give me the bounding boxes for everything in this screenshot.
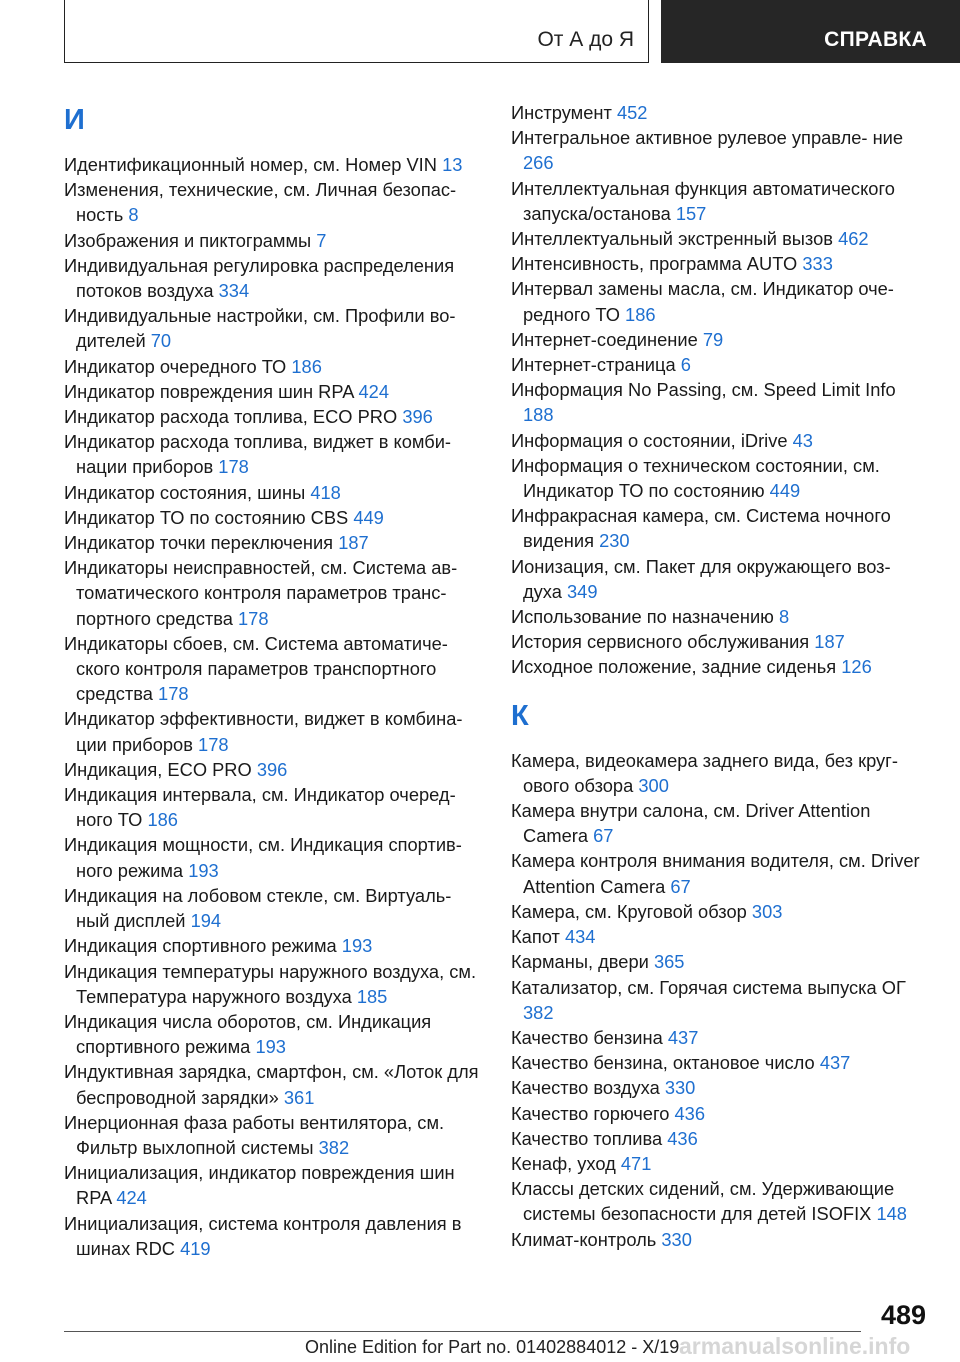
index-entry-page-link[interactable]: 187: [814, 631, 845, 653]
index-entry-page-link[interactable]: 266: [523, 152, 554, 174]
index-entry[interactable]: [511, 848, 931, 898]
index-entry[interactable]: [64, 631, 484, 707]
index-entry[interactable]: [64, 429, 484, 479]
index-entry-page-link[interactable]: 365: [653, 951, 685, 973]
index-entry-text: Камера контроля внимания водителя, см. Driver Attention Camera: [511, 850, 920, 897]
index-entry[interactable]: [511, 654, 931, 679]
index-entry[interactable]: [64, 933, 484, 958]
header-tab-label: СПРАВКА: [824, 28, 927, 51]
index-entry-text: Информация о состоянии, iDrive: [511, 429, 788, 451]
index-entry-text: Индикатор расхода топлива, виджет в комби- нации приборов: [64, 431, 452, 478]
index-entry[interactable]: [64, 152, 484, 177]
index-entry-page-link[interactable]: 187: [338, 532, 369, 554]
index-entry[interactable]: [64, 1211, 484, 1261]
index-entry[interactable]: [511, 554, 931, 604]
index-entry-page-link[interactable]: 418: [310, 481, 341, 503]
index-entry-text: Качество горючего: [511, 1102, 670, 1124]
index-entry-text: Камера, видеокамера заднего вида, без круг- ового обзора: [511, 749, 898, 796]
index-entry[interactable]: [511, 1075, 931, 1100]
index-entry-text: Индикаторы сбоев, см. Система автоматиче- ского контроля параметров транспортного средства: [64, 632, 448, 705]
index-entry[interactable]: [64, 757, 484, 782]
index-entry-page-link[interactable]: 178: [218, 456, 249, 478]
index-entry-text: Качество воздуха: [511, 1077, 660, 1099]
index-entry-page-link[interactable]: 70: [150, 330, 172, 352]
index-entry-text: Интеллектуальная функция автоматического запуска/останова: [511, 177, 895, 224]
index-entry-text: Камера внутри салона, см. Driver Attention Camera: [511, 800, 871, 847]
index-entry-page-link[interactable]: 330: [661, 1228, 692, 1250]
index-entry-text: Интернет-страница: [511, 354, 676, 376]
index-entry-page-link[interactable]: 43: [792, 429, 813, 451]
index-entries-left: [64, 152, 484, 1261]
index-entry-text: Интеллектуальный экстренный вызов: [511, 228, 833, 250]
index-entry-text: Индикация спортивного режима: [64, 935, 337, 957]
index-entry[interactable]: [511, 100, 931, 125]
index-entry[interactable]: [64, 555, 484, 631]
index-entry-text: Качество топлива: [511, 1127, 663, 1149]
index-entry-text: Индикаторы неисправностей, см. Система ав- томатического контроля параметров транс- портного средства: [64, 557, 458, 629]
index-entry-page-link[interactable]: 7: [316, 229, 327, 251]
index-entry-text: Изменения, технические, см. Личная безопас- ность: [64, 179, 457, 226]
index-entry[interactable]: [511, 604, 931, 629]
index-entry-text: Инициализация, индикатор повреждения шин RPA: [64, 1162, 455, 1209]
page-number: 489: [880, 1300, 926, 1330]
index-entry-text: Индуктивная зарядка, смартфон, см. «Лоток для беспроводной зарядки»: [64, 1061, 479, 1108]
index-entry[interactable]: [64, 1160, 484, 1210]
index-entry-text: Индикатор точки переключения: [64, 532, 334, 554]
index-entry[interactable]: [511, 352, 931, 377]
index-entry-text: Использование по назначению: [511, 606, 774, 628]
header-subtitle: От А до Я: [537, 28, 634, 51]
index-entry-page-link[interactable]: 178: [158, 683, 189, 705]
index-entry[interactable]: [64, 832, 484, 882]
index-entry-text: Индивидуальные настройки, см. Профили во- дителей: [64, 305, 456, 352]
index-entry[interactable]: [64, 303, 484, 353]
index-entry[interactable]: [64, 883, 484, 933]
index-entry[interactable]: [511, 377, 931, 427]
index-entry-page-link[interactable]: 194: [190, 910, 222, 932]
index-entry-text: История сервисного обслуживания: [511, 631, 810, 653]
index-entry-page-link[interactable]: 178: [198, 733, 229, 755]
index-entry-text: Капот: [511, 926, 560, 948]
index-entry-page-link[interactable]: 79: [702, 328, 724, 350]
index-entry-text: Интегральное активное рулевое управле- ние: [511, 127, 904, 149]
section-letter-k: К: [511, 699, 529, 732]
index-entry[interactable]: [64, 959, 484, 1009]
index-entry-text: Интенсивность, программа AUTO: [511, 253, 798, 275]
index-entry[interactable]: [511, 899, 931, 924]
index-entry[interactable]: [64, 253, 484, 303]
index-entry-page-link[interactable]: 330: [664, 1077, 696, 1099]
index-entry-page-link[interactable]: 13: [442, 154, 463, 175]
header-subtitle-box: [64, 0, 649, 63]
index-entry-text: Индикатор состояния, шины: [64, 481, 306, 503]
index-entries-right-k: [511, 748, 931, 1252]
index-entry-text: Камера, см. Круговой обзор: [511, 900, 747, 922]
index-entry[interactable]: [64, 505, 484, 530]
watermark: armanualsonline.info: [679, 1333, 911, 1359]
index-entry[interactable]: [511, 975, 931, 1025]
index-entry-page-link[interactable]: 67: [593, 825, 614, 847]
index-entry-text: Климат-контроль: [511, 1228, 657, 1250]
index-entry-page-link[interactable]: 188: [523, 404, 554, 426]
index-entry-page-link[interactable]: 67: [670, 875, 691, 897]
index-entry[interactable]: [511, 924, 931, 949]
index-entry[interactable]: [64, 1009, 484, 1059]
index-entry-page-link[interactable]: 186: [147, 809, 178, 831]
index-entry[interactable]: [511, 453, 931, 503]
index-entry-page-link[interactable]: 452: [616, 102, 648, 123]
index-entry[interactable]: [511, 748, 931, 798]
index-entry-page-link[interactable]: 193: [255, 1036, 286, 1058]
index-entry-text: Ионизация, см. Пакет для окружающего воз- духа: [511, 555, 891, 602]
index-entry[interactable]: [511, 629, 931, 654]
index-entry[interactable]: [64, 1110, 484, 1160]
index-entry-page-link[interactable]: 437: [667, 1026, 699, 1048]
index-entry[interactable]: [64, 480, 484, 505]
index-entry[interactable]: [511, 251, 931, 276]
index-entry-page-link[interactable]: 396: [256, 758, 288, 780]
index-entry-page-link[interactable]: 178: [238, 607, 269, 629]
index-entry-text: Идентификационный номер, см. Номер VIN: [64, 154, 437, 175]
index-entry-page-link[interactable]: 8: [128, 204, 139, 226]
index-entry-text: Инерционная фаза работы вентилятора, см. Фильтр выхлопной системы: [64, 1111, 445, 1158]
index-entry-page-link[interactable]: 382: [318, 1136, 350, 1158]
index-entry-text: Катализатор, см. Горячая система выпуска ОГ: [511, 976, 906, 998]
index-entry-page-link[interactable]: 157: [675, 202, 707, 224]
index-entry-text: Индикация, ECO PRO: [64, 758, 252, 780]
index-entry-text: Кенаф, уход: [511, 1152, 616, 1174]
index-entry[interactable]: [64, 379, 484, 404]
index-entry[interactable]: [511, 949, 931, 974]
index-entry-page-link[interactable]: 471: [620, 1152, 652, 1174]
index-entry-page-link[interactable]: 449: [353, 506, 384, 528]
index-entry[interactable]: [511, 503, 931, 553]
index-entry[interactable]: [511, 276, 931, 326]
index-entry-text: Качество бензина: [511, 1026, 663, 1048]
index-entry[interactable]: [64, 1059, 484, 1109]
index-entry-page-link[interactable]: 361: [283, 1086, 315, 1108]
index-entry[interactable]: [511, 327, 931, 352]
index-entry-text: Индикация температуры наружного воздуха, см. Температура наружного воздуха: [64, 960, 477, 1007]
index-entry-text: Информация No Passing, см. Speed Limit Info: [511, 379, 896, 401]
index-entry-page-link[interactable]: 193: [188, 859, 219, 881]
index-entry-page-link[interactable]: 436: [674, 1102, 706, 1124]
index-entry-page-link[interactable]: 434: [564, 926, 596, 948]
index-entry-page-link[interactable]: 148: [876, 1203, 907, 1225]
index-entry-page-link[interactable]: 462: [838, 228, 869, 250]
index-entry-text: Исходное положение, задние сиденья: [511, 656, 837, 678]
index-entry-text: Индикация на лобовом стекле, см. Виртуаль- ный дисплей: [64, 884, 452, 932]
index-entry-page-link[interactable]: 396: [402, 406, 433, 428]
section-letter-i: И: [64, 104, 85, 136]
index-entry-text: Индикатор повреждения шин RPA: [64, 380, 354, 402]
footer-edition: Online Edition for Part no. 01402884012 - X/19: [305, 1337, 680, 1357]
index-entry[interactable]: [511, 1025, 931, 1050]
index-entry-page-link[interactable]: 230: [599, 530, 630, 552]
index-entry[interactable]: [64, 782, 484, 832]
index-entry[interactable]: [64, 530, 484, 555]
index-entry[interactable]: [64, 228, 484, 253]
index-entry-text: Инициализация, система контроля давления в шинах RDC: [64, 1212, 462, 1259]
index-entry-text: Инструмент: [511, 102, 612, 123]
index-entry[interactable]: [511, 1227, 931, 1252]
index-entry-page-link[interactable]: 349: [567, 580, 598, 602]
index-entry-text: Индивидуальная регулировка распределения потоков воздуха: [64, 254, 455, 302]
index-entry-text: Индикатор очередного ТО: [64, 355, 287, 377]
index-entry-page-link[interactable]: 382: [523, 1001, 554, 1023]
index-entry[interactable]: [64, 354, 484, 379]
index-entry-page-link[interactable]: 186: [625, 303, 656, 325]
index-entry[interactable]: [64, 404, 484, 429]
index-entry-text: Индикатор ТО по состоянию CBS: [64, 506, 349, 528]
index-entry-text: Изображения и пиктограммы: [64, 229, 312, 251]
index-entry[interactable]: [511, 1050, 931, 1075]
index-entry-page-link[interactable]: 126: [841, 656, 872, 678]
index-entry-page-link[interactable]: 8: [778, 606, 790, 628]
index-entry-text: Интервал замены масла, см. Индикатор оче- редного ТО: [511, 278, 894, 325]
index-entry-page-link[interactable]: 424: [116, 1187, 147, 1209]
index-entry-page-link[interactable]: 334: [218, 280, 250, 302]
index-entry-text: Классы детских сидений, см. Удерживающие системы безопасности для детей ISOFIX: [511, 1178, 895, 1225]
index-entry[interactable]: [511, 226, 931, 251]
index-entry[interactable]: [64, 706, 484, 756]
index-entry-text: Индикатор расхода топлива, ECO PRO: [64, 406, 398, 428]
index-entry[interactable]: [511, 1151, 931, 1176]
index-entry-page-link[interactable]: 437: [819, 1052, 851, 1074]
index-entry-page-link[interactable]: 436: [667, 1127, 698, 1149]
index-entry-page-link[interactable]: 303: [751, 900, 783, 922]
index-entries-right-i: [511, 100, 931, 680]
index-entry-text: Инфракрасная камера, см. Система ночного видения: [511, 505, 891, 552]
index-entry-text: Индикатор эффективности, виджет в комбина- ции приборов: [64, 708, 463, 755]
header-tab[interactable]: [661, 0, 960, 63]
index-entry[interactable]: [64, 177, 484, 227]
index-entry-page-link[interactable]: 419: [180, 1237, 211, 1259]
index-entry-page-link[interactable]: 186: [291, 355, 322, 377]
index-entry[interactable]: [511, 798, 931, 848]
index-entry-page-link[interactable]: 185: [356, 985, 388, 1007]
index-entry-text: Интернет-соединение: [511, 328, 698, 350]
index-entry-text: Информация о техническом состоянии, см. Индикатор ТО по состоянию: [511, 454, 880, 502]
index-entry-page-link[interactable]: 6: [680, 354, 691, 376]
index-entry[interactable]: [511, 1176, 931, 1226]
footer-divider: [64, 1331, 861, 1332]
index-entry[interactable]: [511, 1101, 931, 1126]
index-entry-page-link[interactable]: 333: [802, 253, 833, 275]
index-entry-page-link[interactable]: 193: [341, 935, 373, 957]
index-entry-text: Индикация числа оборотов, см. Индикация спортивного режима: [64, 1010, 432, 1058]
index-entry-page-link[interactable]: 424: [358, 380, 390, 402]
index-entry[interactable]: [511, 428, 931, 453]
index-entry-text: Индикация интервала, см. Индикатор очеред- ного ТО: [64, 784, 456, 831]
index-entry-text: Индикация мощности, см. Индикация спортив- ного режима: [64, 834, 462, 881]
index-entry-page-link[interactable]: 300: [638, 774, 669, 796]
index-entry[interactable]: [511, 176, 931, 226]
index-column-left: [64, 100, 484, 1261]
index-entry[interactable]: [511, 1126, 931, 1151]
index-entry-text: Карманы, двери: [511, 951, 649, 973]
index-column-right: [511, 100, 931, 1252]
index-entry[interactable]: [511, 125, 931, 175]
index-entry-text: Качество бензина, октановое число: [511, 1052, 815, 1074]
index-entry-page-link[interactable]: 449: [769, 480, 801, 502]
